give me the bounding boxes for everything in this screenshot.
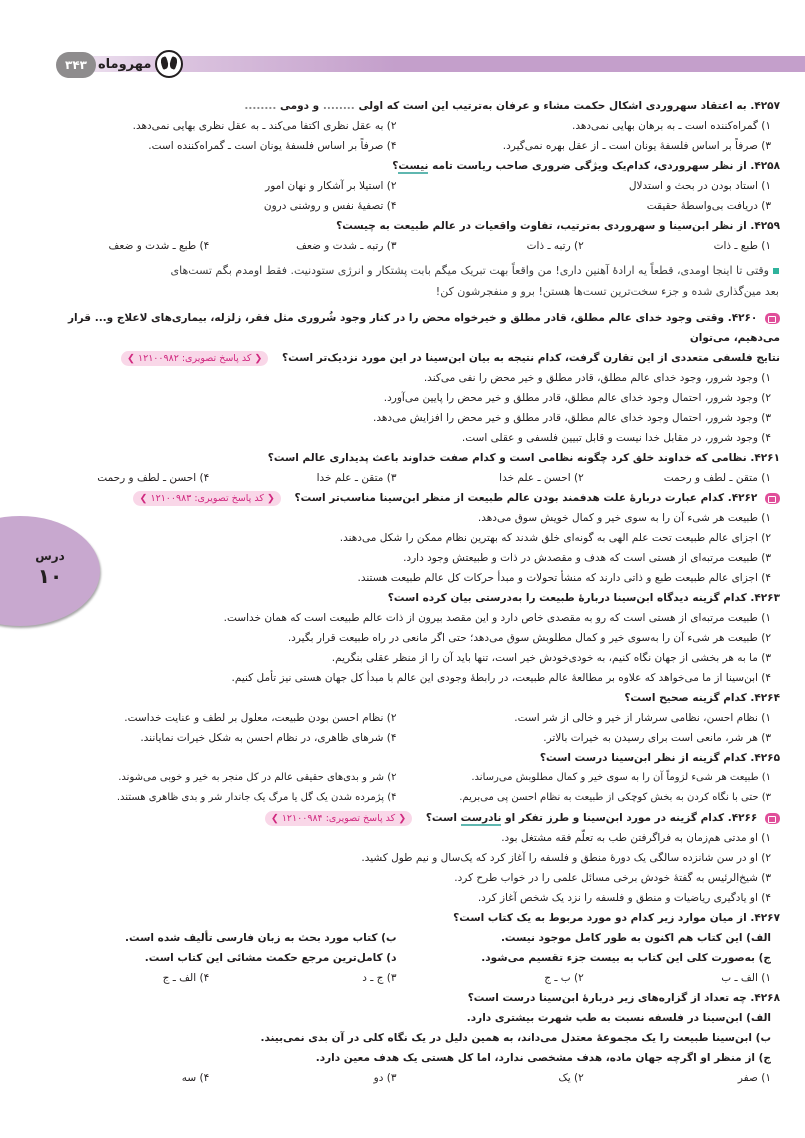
question-4266 bbox=[22, 808, 783, 908]
question-4263 bbox=[22, 588, 783, 688]
option-4[interactable]: ۴) اجزای عالم طبیعت طبع و ذاتی دارند که منشأ تحولات و مبدأ حرکات کل عالم طبیعت هستند. bbox=[357, 572, 771, 584]
blank: ........ bbox=[244, 100, 277, 112]
question-text: از نظر سهروردی، کدام‌یک ویژگی ضروری صاحب ریاست تامه bbox=[432, 160, 747, 172]
statements bbox=[22, 928, 783, 968]
option-2[interactable]: ۲) به عقل نظری اکتفا می‌کند ـ به عقل نظری بهایی نمی‌دهد. bbox=[132, 120, 397, 132]
question-number: ۴۲۶۷. bbox=[750, 912, 780, 924]
blank: ........ bbox=[322, 100, 355, 112]
option-1[interactable]: ۱) وجود شرور، وجود خدای عالم مطلق، قادر مطلق و خیر محض را نفی می‌کند. bbox=[423, 372, 771, 384]
option-2[interactable]: ۲) رتبه ـ ذات bbox=[526, 240, 584, 252]
answer-code: ۱۲۱۰۰۹۸۳ bbox=[150, 492, 192, 504]
question-text: از میان موارد زیر کدام دو مورد مربوط به یک کتاب است؟ bbox=[453, 912, 747, 924]
chevron-right-icon: ❮ bbox=[398, 812, 407, 824]
option-1[interactable]: ۱) طبیعت هر شیء آن را به سوی خیر و کمال خویش سوق می‌دهد. bbox=[477, 512, 771, 524]
option-3[interactable]: ۳) ما به هر بخشی از جهان نگاه کنیم، به خودی‌خودش خیر است، تنها باید آن را از منظر عقلی بنگریم. bbox=[331, 652, 771, 664]
statements bbox=[22, 1008, 783, 1068]
question-text: کدام عبارت دربارهٔ علت هدفمند بودن عالم طبیعت از منظر ابن‌سینا مناسب‌تر است؟ bbox=[294, 492, 725, 504]
question-text: نظامی که خداوند خلق کرد چگونه نظامی است و کدام صفت خداوند باعث پدیداری عالم است؟ bbox=[267, 452, 747, 464]
option-2[interactable]: ۲) یک bbox=[558, 1072, 584, 1084]
note-line-1: وقتی تا اینجا اومدی، قطعاً یه ارادهٔ آهنین داری! من واقعاً بهت تبریک میگم بابت پشتکار و انرژی ستودنیت. فقط اومدم بگم تست‌های bbox=[170, 264, 769, 277]
option-3[interactable]: ۳) ج ـ د bbox=[362, 972, 397, 984]
question-text: کدام گزینه صحیح است؟ bbox=[624, 692, 747, 704]
option-2[interactable]: ۲) احسن ـ علم خدا bbox=[499, 472, 584, 484]
option-4[interactable]: ۴) سه bbox=[181, 1072, 210, 1084]
question-text: چه تعداد از گزاره‌های زیر دربارهٔ ابن‌سینا درست است؟ bbox=[467, 992, 747, 1004]
question-text: کدام گزینه از نظر ابن‌سینا درست است؟ bbox=[539, 752, 747, 764]
option-1[interactable]: ۱) متقن ـ لطف و رحمت bbox=[663, 472, 771, 484]
option-3[interactable]: ۳) هر شر، مانعی است برای رسیدن به خیرات بالاتر. bbox=[543, 732, 771, 744]
option-3[interactable]: ۳) حتی با نگاه کردن به بخش کوچکی از طبیعت به نظام احسن پی می‌بریم. bbox=[459, 792, 771, 803]
question-number: ۴۲۶۸. bbox=[750, 992, 780, 1004]
chevron-right-icon: ❮ bbox=[254, 352, 263, 364]
option-4[interactable]: ۴) ابن‌سینا از ما می‌خواهد که علاوه بر مطالعهٔ عالم طبیعت، در رابطهٔ وجودی این عالم با مبدأ کل جهان هستی نیز تأمل کنیم. bbox=[231, 672, 771, 684]
butterfly-icon bbox=[155, 50, 183, 78]
options bbox=[22, 608, 783, 688]
question-number: ۴۲۵۸. bbox=[750, 160, 780, 172]
option-1[interactable]: ۱) استاد بودن در بحث و استدلال bbox=[628, 180, 771, 192]
question-end: است؟ bbox=[425, 812, 457, 824]
option-4[interactable]: ۴) شرهای ظاهری، در نظام احسن به شکل خیرات نمایانند. bbox=[140, 732, 397, 744]
option-1[interactable]: ۱) نظام احسن، نظامی سرشار از خیر و خالی از شر است. bbox=[514, 712, 771, 724]
question-number: ۴۲۶۳. bbox=[750, 592, 780, 604]
answer-code-badge[interactable]: ❮ کد پاسخ تصویری: ۱۲۱۰۰۹۸۳ ❯ bbox=[133, 491, 280, 506]
statement-jim: ج) از منظر او اگرچه جهان ماده، هدف مشخصی ندارد، اما کل هستی یک هدف معین دارد. bbox=[315, 1052, 771, 1064]
option-2[interactable]: ۲) اجزای عالم طبیعت تحت علم الهی به گونه‌ای خلق شدند که بهترین نظام ممکن را شکل می‌دهند. bbox=[339, 532, 771, 544]
option-1[interactable]: ۱) طبیعت مرتبه‌ای از هستی است که رو به مقصدی خاص دارد و این مقصد بیرون از ذات عالم طبیعت است که همان خداست. bbox=[223, 612, 771, 624]
option-2[interactable]: ۲) وجود شرور، احتمال وجود خدای عالم مطلق، قادر مطلق و خیر محض را پایین می‌آورد. bbox=[383, 392, 771, 404]
video-icon[interactable] bbox=[765, 493, 780, 504]
question-number: ۴۲۶۱. bbox=[750, 452, 780, 464]
brand-name: مهروماه bbox=[98, 56, 152, 72]
option-4[interactable]: ۴) تصفیهٔ نفس و روشنی درون bbox=[263, 200, 397, 212]
question-text-mid: و دومی bbox=[279, 100, 320, 112]
option-3[interactable]: ۳) طبیعت مرتبه‌ای از هستی است که هدف و مقصدش در ذات و طبیعتش وجود دارد. bbox=[403, 552, 771, 564]
options bbox=[22, 508, 783, 588]
option-2[interactable]: ۲) شر و بدی‌های حقیقی عالم در کل منجر به خیر و خوبی می‌شوند. bbox=[118, 772, 397, 783]
options bbox=[22, 236, 783, 256]
answer-code: ۱۲۱۰۰۹۸۴ bbox=[281, 812, 323, 824]
options bbox=[22, 468, 783, 488]
option-1[interactable]: ۱) طبیعت هر شیء لزوماً آن را به سوی خیر و کمال مطلوبش می‌رساند. bbox=[471, 772, 771, 783]
option-3[interactable]: ۳) صرفاً بر اساس فلسفهٔ یونان است ـ از عقل بهره نمی‌گیرد. bbox=[502, 140, 771, 152]
options bbox=[22, 368, 783, 448]
statement-be: ب) ابن‌سینا طبیعت را یک مجموعهٔ معتدل می‌داند، به همین دلیل در یک نگاه کلی در آن بدی نمی‌بیند. bbox=[260, 1032, 771, 1044]
chevron-left-icon: ❯ bbox=[127, 352, 135, 364]
question-4267 bbox=[22, 908, 783, 988]
option-3[interactable]: ۳) دریافت بی‌واسطهٔ حقیقت bbox=[646, 200, 771, 212]
question-4261 bbox=[22, 448, 783, 488]
video-icon[interactable] bbox=[765, 313, 780, 324]
question-4260 bbox=[22, 308, 783, 448]
chevron-left-icon: ❯ bbox=[270, 812, 279, 824]
statement-be: ب) کتاب مورد بحث به زبان فارسی تألیف شده است. bbox=[124, 932, 397, 944]
option-3[interactable]: ۳) وجود شرور، احتمال وجود خدای عالم مطلق، قادر مطلق و خیر محض را افزایش می‌دهد. bbox=[373, 412, 771, 424]
option-3[interactable]: ۳) شیخ‌الرئیس به گفتهٔ خودش برخی مسائل علمی را در خواب طرح کرد. bbox=[454, 872, 771, 884]
question-text: به اعتقاد سهروردی اشکال حکمت مشاء و عرفان به‌ترتیب این است که اولی bbox=[358, 100, 747, 112]
question-number: ۴۲۶۲. bbox=[727, 492, 758, 504]
statement-dal: د) کامل‌ترین مرجع حکمت مشائی این کتاب است. bbox=[144, 952, 397, 964]
note-line-2: بعد مین‌گذاری شده و جزء سخت‌ترین تست‌ها هستن! برو و منفجرشون کن! bbox=[435, 285, 779, 298]
motivational-note bbox=[22, 260, 783, 302]
negation-keyword: نیست bbox=[398, 160, 429, 172]
question-number: ۴۲۶۶. bbox=[727, 812, 758, 824]
question-text: از نظر ابن‌سینا و سهروردی به‌ترتیب، تفاوت واقعیات در عالم طبیعت به چیست؟ bbox=[336, 220, 747, 232]
statement-alef: الف) این کتاب هم اکنون به طور کامل موجود نیست. bbox=[500, 932, 771, 944]
bullet-icon bbox=[773, 268, 779, 274]
question-number: ۴۲۶۴. bbox=[750, 692, 780, 704]
options bbox=[22, 968, 783, 988]
chevron-right-icon: ❮ bbox=[266, 492, 275, 504]
answer-code: ۱۲۱۰۰۹۸۲ bbox=[138, 352, 179, 364]
option-2[interactable]: ۲) او در سن شانزده سالگی یک دورهٔ منطق و فلسفه را آغاز کرد که یک‌سال و نیم طول کشید. bbox=[361, 852, 771, 864]
lesson-number: ۱۰ bbox=[37, 564, 63, 588]
option-2[interactable]: ۲) طبیعت هر شیء آن را به‌سوی خیر و کمال مطلوبش سوق می‌دهد؛ حتی اگر مانعی در راه طبیعت قرار بگیرد. bbox=[287, 632, 771, 644]
option-2[interactable]: ۲) نظام احسن بودن طبیعت، معلول بر لطف و عنایت خداست. bbox=[124, 712, 397, 724]
option-4[interactable]: ۴) پژمرده شدن یک گل یا مرگ یک جاندار شر و بدی ظاهری هستند. bbox=[116, 792, 397, 803]
question-text-line-2: نتایج فلسفی متعددی از این تقارن گرفت، کدام نتیجه به بیان ابن‌سینا در این مورد نزدیک‌تر است؟ bbox=[282, 352, 780, 364]
question-text-line-1: وقتی وجود خدای عالم مطلق، قادر مطلق و خیرخواه محض را در کنار وجود شُروری مثل فقر، زلزله، بیماری‌های لاعلاج و... قرار می‌دهیم، می‌توان bbox=[68, 312, 780, 344]
option-4[interactable]: ۴) احسن ـ لطف و رحمت bbox=[97, 472, 210, 484]
option-1[interactable]: ۱) صفر bbox=[737, 1072, 771, 1084]
options bbox=[22, 116, 783, 156]
options bbox=[22, 708, 783, 748]
option-1[interactable]: ۱) طبع ـ ذات bbox=[713, 240, 771, 252]
option-3[interactable]: ۳) دو bbox=[373, 1072, 397, 1084]
lesson-label: درس bbox=[35, 549, 65, 563]
question-4262 bbox=[22, 488, 783, 588]
option-3[interactable]: ۳) متقن ـ علم خدا bbox=[316, 472, 397, 484]
question-number: ۴۲۶۵. bbox=[750, 752, 780, 764]
question-number: ۴۲۵۹. bbox=[750, 220, 780, 232]
statement-jim: ج) به‌صورت کلی این کتاب به بیست جزء تقسیم می‌شود. bbox=[481, 952, 771, 964]
option-4[interactable]: ۴) وجود شرور، در مقابل خدا نیست و قابل تبیین فلسفی و عقلی است. bbox=[461, 432, 771, 444]
option-2[interactable]: ۲) ب ـ ج bbox=[544, 972, 584, 984]
answer-code-badge[interactable]: ❮ کد پاسخ تصویری: ۱۲۱۰۰۹۸۲ ❯ bbox=[121, 351, 268, 366]
question-4264 bbox=[22, 688, 783, 748]
chevron-left-icon: ❯ bbox=[139, 492, 148, 504]
page-number: ۳۴۳ bbox=[56, 52, 96, 78]
option-2[interactable]: ۲) استیلا بر آشکار و نهان امور bbox=[265, 180, 397, 192]
options bbox=[22, 828, 783, 908]
negation-keyword: نادرست bbox=[460, 812, 502, 824]
options bbox=[22, 1068, 783, 1088]
statement-alef: الف) ابن‌سینا در فلسفه نسبت به طب شهرت بیشتری دارد. bbox=[466, 1012, 771, 1024]
option-3[interactable]: ۳) رتبه ـ شدت و ضعف bbox=[296, 240, 397, 252]
page-content bbox=[22, 96, 783, 1088]
question-number: ۴۲۶۰. bbox=[727, 312, 758, 324]
question-4257 bbox=[22, 96, 783, 156]
options bbox=[22, 768, 783, 808]
question-4258 bbox=[22, 156, 783, 216]
option-4[interactable]: ۴) صرفاً بر اساس فلسفهٔ یونان است ـ گمراه‌کننده است. bbox=[148, 140, 397, 152]
question-text: کدام گزینه دیدگاه ابن‌سینا دربارهٔ طبیعت را به‌درستی بیان کرده است؟ bbox=[387, 592, 747, 604]
brand bbox=[98, 50, 183, 78]
option-1[interactable]: ۱) گمراه‌کننده است ـ به برهان بهایی نمی‌دهد. bbox=[572, 120, 771, 132]
option-1[interactable]: ۱) الف ـ ب bbox=[721, 972, 771, 984]
option-1[interactable]: ۱) او مدتی هم‌زمان به فراگرفتن طب به تعلّم فقه مشتغل بود. bbox=[501, 832, 771, 844]
option-4[interactable]: ۴) الف ـ ج bbox=[162, 972, 210, 984]
options bbox=[22, 176, 783, 216]
question-number: ۴۲۵۷. bbox=[750, 100, 780, 112]
answer-code-badge[interactable]: ❮ کد پاسخ تصویری: ۱۲۱۰۰۹۸۴ ❯ bbox=[265, 811, 412, 826]
question-text: کدام گزینه در مورد ابن‌سینا و طرز تفکر او bbox=[505, 812, 725, 824]
question-4265 bbox=[22, 748, 783, 808]
video-icon[interactable] bbox=[765, 813, 780, 824]
option-4[interactable]: ۴) او یادگیری ریاضیات و منطق و فلسفه را نزد یک شخص آغاز کرد. bbox=[477, 892, 771, 904]
question-4259 bbox=[22, 216, 783, 256]
option-4[interactable]: ۴) طبع ـ شدت و ضعف bbox=[108, 240, 210, 252]
question-4268 bbox=[22, 988, 783, 1088]
question-end: ؟ bbox=[392, 160, 399, 172]
